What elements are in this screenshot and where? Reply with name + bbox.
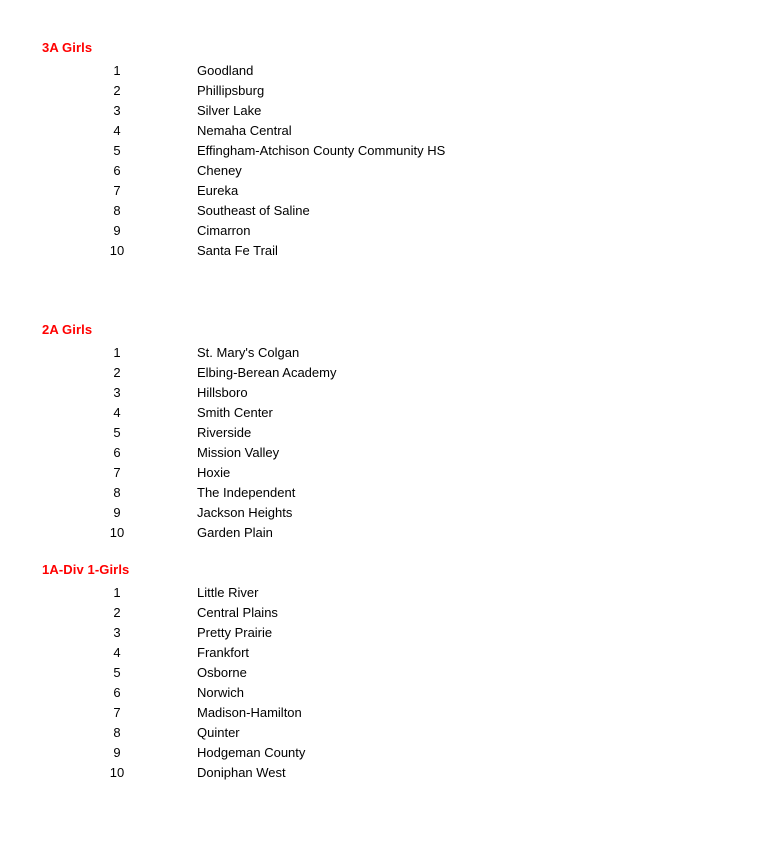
rank-number: 7 bbox=[113, 182, 121, 198]
ranking-list bbox=[42, 60, 445, 260]
rank-number: 8 bbox=[113, 202, 121, 218]
ranking-row bbox=[42, 140, 445, 160]
ranking-row bbox=[42, 522, 336, 542]
ranking-row bbox=[42, 422, 336, 442]
ranking-row bbox=[42, 762, 305, 782]
section-heading: 1A-Div 1-Girls bbox=[42, 562, 130, 577]
team-name: Southeast of Saline bbox=[197, 202, 310, 218]
ranking-row bbox=[42, 80, 445, 100]
rank-number: 1 bbox=[113, 62, 121, 78]
ranking-row bbox=[42, 362, 336, 382]
rank-number: 5 bbox=[113, 424, 121, 440]
rank-number: 7 bbox=[113, 464, 121, 480]
ranking-row bbox=[42, 502, 336, 522]
rank-number: 5 bbox=[113, 664, 121, 680]
ranking-row bbox=[42, 60, 445, 80]
team-name: Hoxie bbox=[197, 464, 231, 480]
team-name: Pretty Prairie bbox=[197, 624, 273, 640]
team-name: Phillipsburg bbox=[197, 82, 265, 98]
team-name: Norwich bbox=[197, 684, 244, 700]
team-name: Riverside bbox=[197, 424, 252, 440]
rank-number: 10 bbox=[109, 524, 125, 540]
ranking-row bbox=[42, 342, 336, 362]
rank-number: 9 bbox=[113, 744, 121, 760]
team-name: Doniphan West bbox=[197, 764, 286, 780]
rank-number: 6 bbox=[113, 444, 121, 460]
rank-number: 6 bbox=[113, 684, 121, 700]
team-name: Elbing-Berean Academy bbox=[197, 364, 337, 380]
ranking-row bbox=[42, 382, 336, 402]
section-heading: 2A Girls bbox=[42, 322, 93, 337]
team-name: Effingham-Atchison County Community HS bbox=[197, 142, 446, 158]
rank-number: 4 bbox=[113, 122, 121, 138]
rank-number: 2 bbox=[113, 82, 121, 98]
rank-number: 6 bbox=[113, 162, 121, 178]
section-2a-girls bbox=[42, 322, 336, 542]
team-name: Hillsboro bbox=[197, 384, 248, 400]
team-name: St. Mary's Colgan bbox=[197, 344, 300, 360]
section-1a-div1-girls bbox=[42, 562, 305, 782]
rank-number: 8 bbox=[113, 724, 121, 740]
rank-number: 10 bbox=[109, 764, 125, 780]
ranking-row bbox=[42, 602, 305, 622]
team-name: Cheney bbox=[197, 162, 242, 178]
team-name: Garden Plain bbox=[197, 524, 273, 540]
ranking-row bbox=[42, 722, 305, 742]
rank-number: 1 bbox=[113, 344, 121, 360]
team-name: Osborne bbox=[197, 664, 247, 680]
rank-number: 10 bbox=[109, 242, 125, 258]
team-name: Goodland bbox=[197, 62, 254, 78]
rank-number: 5 bbox=[113, 142, 121, 158]
rank-number: 9 bbox=[113, 222, 121, 238]
rank-number: 2 bbox=[113, 364, 121, 380]
team-name: Madison-Hamilton bbox=[197, 704, 302, 720]
team-name: Cimarron bbox=[197, 222, 251, 238]
ranking-row bbox=[42, 742, 305, 762]
rank-number: 1 bbox=[113, 584, 121, 600]
ranking-row bbox=[42, 160, 445, 180]
ranking-row bbox=[42, 240, 445, 260]
rank-number: 2 bbox=[113, 604, 121, 620]
rank-number: 3 bbox=[113, 102, 121, 118]
team-name: Jackson Heights bbox=[197, 504, 293, 520]
rank-number: 4 bbox=[113, 644, 121, 660]
ranking-row bbox=[42, 662, 305, 682]
ranking-row bbox=[42, 402, 336, 422]
ranking-row bbox=[42, 702, 305, 722]
ranking-row bbox=[42, 482, 336, 502]
ranking-row bbox=[42, 642, 305, 662]
section-3a-girls bbox=[42, 40, 445, 260]
rank-number: 7 bbox=[113, 704, 121, 720]
team-name: Central Plains bbox=[197, 604, 278, 620]
ranking-row bbox=[42, 200, 445, 220]
team-name: Quinter bbox=[197, 724, 240, 740]
rank-number: 3 bbox=[113, 624, 121, 640]
ranking-row bbox=[42, 682, 305, 702]
team-name: Frankfort bbox=[197, 644, 250, 660]
team-name: Nemaha Central bbox=[197, 122, 292, 138]
ranking-row bbox=[42, 120, 445, 140]
section-heading: 3A Girls bbox=[42, 40, 93, 55]
rank-number: 3 bbox=[113, 384, 121, 400]
ranking-row bbox=[42, 180, 445, 200]
team-name: Smith Center bbox=[197, 404, 273, 420]
ranking-row bbox=[42, 442, 336, 462]
rank-number: 8 bbox=[113, 484, 121, 500]
ranking-row bbox=[42, 220, 445, 240]
team-name: Eureka bbox=[197, 182, 239, 198]
rank-number: 9 bbox=[113, 504, 121, 520]
ranking-row bbox=[42, 100, 445, 120]
team-name: Hodgeman County bbox=[197, 744, 306, 760]
ranking-row bbox=[42, 582, 305, 602]
ranking-list bbox=[42, 342, 336, 542]
ranking-row bbox=[42, 462, 336, 482]
team-name: Little River bbox=[197, 584, 259, 600]
team-name: Mission Valley bbox=[197, 444, 280, 460]
ranking-list bbox=[42, 582, 305, 782]
team-name: Silver Lake bbox=[197, 102, 262, 118]
team-name: The Independent bbox=[197, 484, 296, 500]
rank-number: 4 bbox=[113, 404, 121, 420]
ranking-row bbox=[42, 622, 305, 642]
team-name: Santa Fe Trail bbox=[197, 242, 278, 258]
